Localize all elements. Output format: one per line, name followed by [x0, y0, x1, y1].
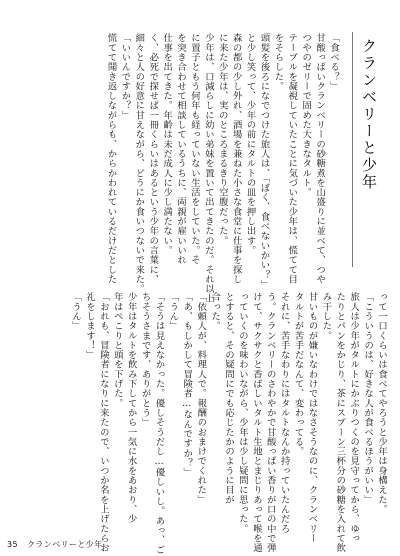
text-line: 「依頼人が、料理人で。報酬のおまけでくれた」	[195, 292, 207, 505]
page-number: 35	[7, 540, 18, 549]
running-title: クランベリーと少年	[26, 540, 103, 549]
text-line: をそらした。	[272, 33, 284, 91]
text-line: それに、苦手なわりにはタルトなんか持っていたんだろ	[278, 292, 290, 534]
text-line: 少年は、口減らしに幼い弟妹を置いて出てきたのだ。それ以上	[202, 33, 214, 304]
text-line: う。クランベリーのさわやかで甘酸っぱい香りが口の中で弾	[264, 292, 276, 553]
text-line: に来た少年は、実のところまるきり空腹だった。	[216, 33, 228, 246]
text-line: テーブルを凝視していたことに気づいた少年は、慌てて目	[286, 33, 298, 284]
text-line: 「そうは見えなかった。優しそうだし…優しいし。あっ、ご	[153, 292, 165, 555]
page-footer	[7, 539, 103, 550]
text-line: 「うん」	[70, 292, 82, 331]
text-line: く、必死で探せば一冊くらいはあるという少年の言葉に、	[147, 33, 159, 284]
text-line: 頭髪を後ろになでつけた旅人は、「ぼく、食べないかい？」	[258, 33, 270, 289]
text-line: 「こういうのは、好きな人が食べるほうがいい」	[362, 292, 374, 505]
story-title: クランベリーと少年	[360, 38, 378, 191]
text-line: タルトが苦手だなんて、変わってる。	[292, 292, 304, 457]
text-line: つやのゼリーで固めた大きなタルト。	[300, 33, 312, 198]
text-line: 「いいんですか？」	[119, 33, 131, 120]
lower-text-block	[68, 292, 388, 555]
text-line: 年はぺこりと頭を下げた。	[111, 292, 123, 408]
text-line: 細々と人の好意に甘えながら、どうにか食いつないで来た。	[133, 33, 145, 294]
text-line: を突き合わせて相談しているうちに、両親が雇いいれ	[175, 33, 187, 265]
text-line: 「食べる？」	[328, 33, 339, 91]
text-line: 旅人は少年がタルトにかぶりつくのを見守ってから、ゆっ	[348, 292, 360, 543]
text-line: と少し笑って、少年の前にタルトの皿を押し出す。	[244, 33, 256, 255]
text-line: 甘酸っぱいクランベリーの砂糖煮を山盛りに並べて、つや	[314, 33, 326, 284]
text-line: 「あ、もしかして冒険者…なんですか？」	[181, 292, 193, 478]
text-line: 「おれも、冒険者になりに来たので、いつか名を上げたらお	[97, 292, 109, 553]
text-line: けて、サクサクと香ばしいタルト生地とまじりあって喉を通	[250, 292, 262, 553]
text-line: 甘いものが嫌いなわけではなさそうなのに、クランベリー	[306, 292, 318, 543]
text-line: ちそうさまです、ありがとう」	[139, 292, 151, 428]
text-line: って一口くらいは食べてやろうと少年は身構えた。	[376, 292, 387, 514]
text-line: 合った。	[209, 292, 221, 331]
text-line: 少年はタルトを飲み下してから一気に水をあおり、少	[125, 292, 137, 524]
text-line: 「うん」	[167, 292, 179, 331]
text-line: 礼をします！」	[83, 292, 95, 360]
title-divider	[352, 32, 353, 267]
text-line: とすると、その疑問にでも応じたかのように目が	[223, 292, 235, 505]
upper-text-block	[104, 33, 340, 304]
text-line: っていくのを味わいながら、少年は少し疑問に思った。	[236, 292, 248, 534]
text-line: 慌てて聞き返しながらも、からかわれているだけだとした	[105, 33, 117, 284]
text-line: 仕事を出てきた。年齢は未だ成人に少し満たない。	[161, 33, 173, 255]
text-line: たりとパンをかじり、茶にスプーン三杯分の砂糖を入れて飲	[334, 292, 346, 553]
text-line: 森の都の少し外れ、酒場を兼ねた小さな食堂に仕事を探し	[230, 33, 242, 284]
text-line: み干した。	[320, 292, 332, 341]
text-line: に置子ともう何年も経っていない生活をしていた。そ	[188, 33, 200, 265]
